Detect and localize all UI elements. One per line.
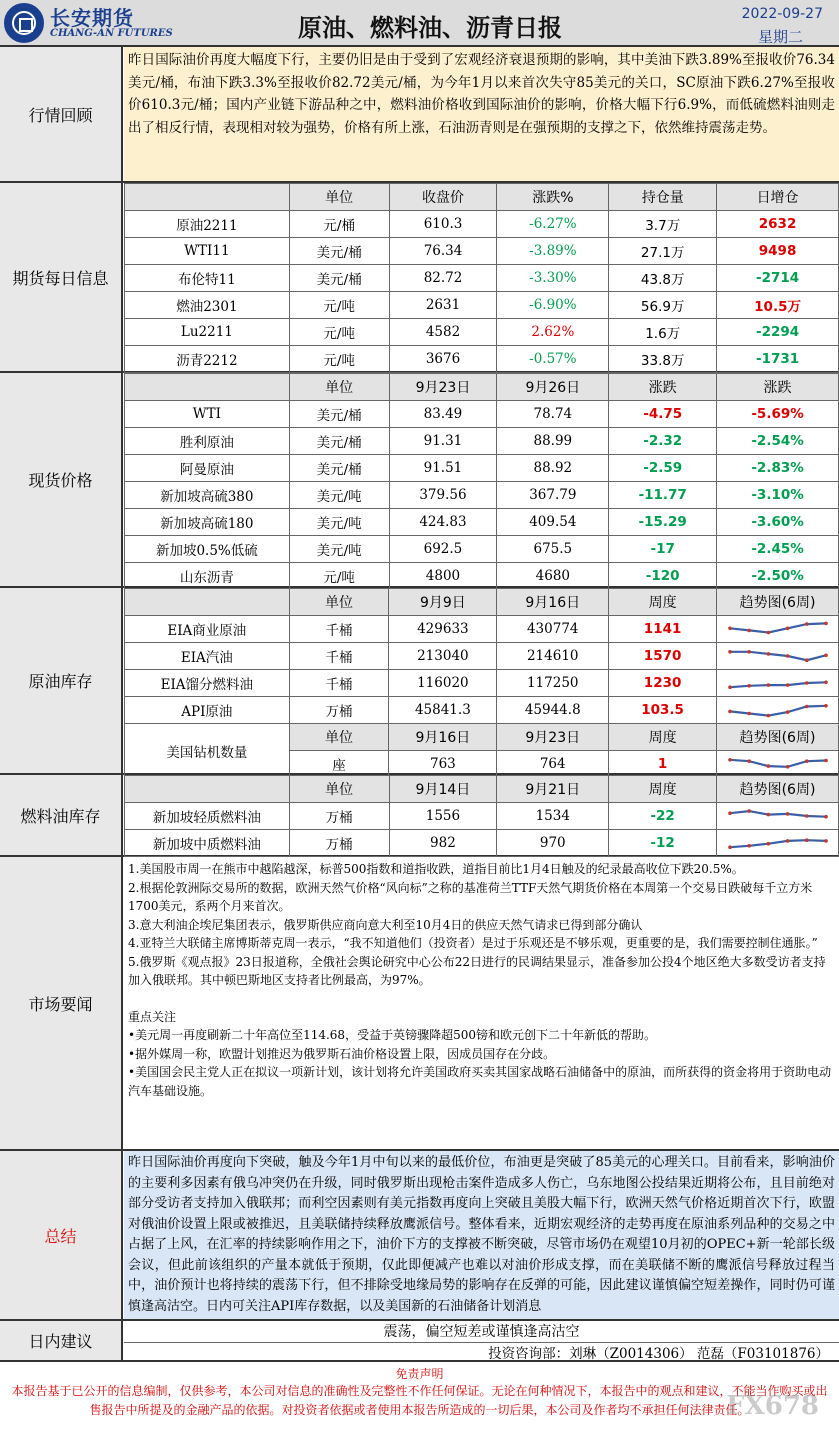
trend-point bbox=[766, 764, 770, 768]
unit-cell: 美元/桶 bbox=[289, 401, 389, 428]
company-name-en: CHANG-AN FUTURES bbox=[50, 28, 173, 39]
futures-col-name bbox=[125, 184, 290, 211]
unit-cell: 美元/吨 bbox=[289, 509, 389, 536]
trend-point bbox=[785, 654, 789, 658]
value-d1-cell: 116020 bbox=[389, 670, 497, 697]
unit-cell: 元/吨 bbox=[289, 319, 389, 346]
table-row bbox=[125, 616, 839, 643]
table-row bbox=[125, 536, 839, 563]
price-d2-cell: 88.99 bbox=[497, 428, 609, 455]
unit-cell: 美元/桶 bbox=[289, 265, 389, 292]
oi-increase-cell: 2632 bbox=[717, 211, 839, 238]
value-d2-cell: 214610 bbox=[497, 643, 609, 670]
table-row bbox=[125, 482, 839, 509]
unit-cell: 元/吨 bbox=[289, 292, 389, 319]
change-cell: -3.89% bbox=[497, 238, 609, 265]
weekly-change-cell: 1141 bbox=[609, 616, 717, 643]
review-text: 昨日国际油价再度大幅度下行，主要仍旧是由于受到了宏观经济衰退预期的影响，其中美油下跌3.89%至报收价76.34美元/桶，布油下跌3.3%至报收价82.72美元/桶，为今年1月以来首次失守85美元的关口，SC原油下跌6.27%至报收价610.3元/桶；国内产业链下游品种之中，燃料油价格收到国际油价的影响，价格大幅下行6.9%，而低硫燃料油则走出了相反行情，表现相对较为强势，价格有所上涨，石油沥青则是在强预期的支撑之下，依然维持震荡走势。 bbox=[128, 52, 835, 136]
open-interest-cell: 56.9万 bbox=[609, 292, 717, 319]
trend-point bbox=[805, 814, 809, 818]
price-d2-cell: 4680 bbox=[497, 563, 609, 590]
report-date: 2022-09-27 bbox=[741, 6, 823, 22]
change-pct-cell: -2.50% bbox=[717, 563, 839, 590]
unit-cell: 美元/吨 bbox=[289, 482, 389, 509]
change-cell: -2.32 bbox=[609, 428, 717, 455]
table-row bbox=[125, 563, 839, 590]
trend-point bbox=[805, 759, 809, 763]
contract-name: WTI11 bbox=[125, 238, 290, 265]
futures-section bbox=[0, 183, 839, 373]
fuel-col-d2: 9月21日 bbox=[497, 776, 609, 803]
news-item: 2.根据伦敦洲际交易所的数据，欧洲天然气价格“风向标”之称的基准荷兰TTF天然气期货价格在本周第一个交易日跌破每千立方米1700美元，系两个月来首次。 bbox=[128, 880, 813, 913]
value-d2-cell: 117250 bbox=[497, 670, 609, 697]
table-row bbox=[125, 830, 839, 857]
contract-name: 沥青2212 bbox=[125, 346, 290, 373]
focus-item: •据外媒周一称，欧盟计划推迟为俄罗斯石油价格设置上限，因成员国存在分歧。 bbox=[128, 1046, 556, 1061]
spot-col-name bbox=[125, 374, 290, 401]
inventory-name: EIA汽油 bbox=[125, 643, 290, 670]
trend-line bbox=[730, 760, 826, 767]
change-cell: -3.30% bbox=[497, 265, 609, 292]
disclaimer-title: 免责声明 bbox=[395, 1367, 444, 1381]
rig-col-wk: 周度 bbox=[609, 724, 717, 751]
review-section bbox=[0, 47, 839, 183]
table-row bbox=[125, 346, 839, 373]
oi-increase-cell: -2294 bbox=[717, 319, 839, 346]
consultant-info: 投资咨询部：刘琳（Z0014306） 范磊（F03101876） bbox=[488, 1346, 829, 1362]
trend-chart bbox=[726, 618, 830, 640]
trend-point bbox=[747, 712, 751, 716]
trend-line bbox=[730, 840, 826, 847]
futures-col-close: 收盘价 bbox=[389, 184, 497, 211]
futures-header-row bbox=[125, 184, 839, 211]
unit-cell: 万桶 bbox=[289, 803, 389, 830]
trend-chart bbox=[726, 753, 830, 775]
summary-section bbox=[0, 1151, 839, 1321]
unit-cell: 万桶 bbox=[289, 697, 389, 724]
futures-col-unit: 单位 bbox=[289, 184, 389, 211]
trend-point bbox=[747, 844, 751, 848]
trend-point bbox=[824, 681, 828, 685]
trend-line bbox=[730, 682, 826, 687]
unit-cell: 座 bbox=[289, 751, 389, 778]
unit-cell: 美元/桶 bbox=[289, 238, 389, 265]
price-d2-cell: 675.5 bbox=[497, 536, 609, 563]
news-label: 市场要闻 bbox=[0, 857, 123, 1149]
weekly-change-cell: -12 bbox=[609, 830, 717, 857]
contract-name: 燃油2301 bbox=[125, 292, 290, 319]
open-interest-cell: 43.8万 bbox=[609, 265, 717, 292]
close-cell: 76.34 bbox=[389, 238, 497, 265]
trend-point bbox=[805, 658, 809, 662]
value-d1-cell: 45841.3 bbox=[389, 697, 497, 724]
crude-col-wk: 周度 bbox=[609, 589, 717, 616]
table-row bbox=[125, 697, 839, 724]
unit-cell: 千桶 bbox=[289, 616, 389, 643]
trend-point bbox=[805, 681, 809, 685]
crude-col-d1: 9月9日 bbox=[389, 589, 497, 616]
trend-point bbox=[785, 839, 789, 843]
trend-point bbox=[805, 838, 809, 842]
weekly-change-cell: 1230 bbox=[609, 670, 717, 697]
futures-label: 期货每日信息 bbox=[0, 183, 123, 371]
unit-cell: 美元/桶 bbox=[289, 428, 389, 455]
value-d2-cell: 1534 bbox=[497, 803, 609, 830]
rig-col-unit: 单位 bbox=[289, 724, 389, 751]
trend-sparkline bbox=[717, 803, 839, 830]
spot-name: 阿曼原油 bbox=[125, 455, 290, 482]
change-cell: -120 bbox=[609, 563, 717, 590]
change-cell: -0.57% bbox=[497, 346, 609, 373]
price-d2-cell: 78.74 bbox=[497, 401, 609, 428]
value-d2-cell: 764 bbox=[497, 751, 609, 778]
trend-point bbox=[747, 650, 751, 654]
trend-point bbox=[824, 654, 828, 658]
close-cell: 610.3 bbox=[389, 211, 497, 238]
trend-point bbox=[785, 765, 789, 769]
inventory-name: 新加坡轻质燃料油 bbox=[125, 803, 290, 830]
crude-inventory-label: 原油库存 bbox=[0, 588, 123, 773]
news-item: 4.亚特兰大联储主席博斯蒂克周一表示，“我不知道他们（投资者）是过于乐观还是不够乐观，更重要的是，我们需要控制住通胀。” bbox=[128, 936, 818, 950]
change-cell: -11.77 bbox=[609, 482, 717, 509]
spot-header-row bbox=[125, 374, 839, 401]
change-cell: -15.29 bbox=[609, 509, 717, 536]
advice-section bbox=[0, 1321, 839, 1362]
fuel-col-name bbox=[125, 776, 290, 803]
spot-col-d1: 9月23日 bbox=[389, 374, 497, 401]
unit-cell: 千桶 bbox=[289, 670, 389, 697]
price-d1-cell: 91.31 bbox=[389, 428, 497, 455]
spot-section bbox=[0, 373, 839, 588]
fuel-col-wk: 周度 bbox=[609, 776, 717, 803]
summary-content bbox=[124, 1151, 839, 1319]
change-pct-cell: -3.10% bbox=[717, 482, 839, 509]
open-interest-cell: 3.7万 bbox=[609, 211, 717, 238]
rig-count-name: 美国钻机数量 bbox=[125, 724, 290, 778]
trend-sparkline bbox=[717, 697, 839, 724]
fuel-inventory-section bbox=[0, 775, 839, 857]
trend-point bbox=[747, 684, 751, 688]
trend-point bbox=[766, 813, 770, 817]
trend-point bbox=[785, 812, 789, 816]
trend-point bbox=[805, 622, 809, 626]
table-row bbox=[125, 292, 839, 319]
trend-point bbox=[728, 650, 732, 654]
table-row bbox=[125, 455, 839, 482]
fuel-col-unit: 单位 bbox=[289, 776, 389, 803]
news-section bbox=[0, 857, 839, 1151]
trend-chart bbox=[726, 645, 830, 667]
unit-cell: 美元/吨 bbox=[289, 536, 389, 563]
value-d1-cell: 763 bbox=[389, 751, 497, 778]
futures-col-oi: 持仓量 bbox=[609, 184, 717, 211]
trend-sparkline bbox=[717, 670, 839, 697]
oi-increase-cell: 10.5万 bbox=[717, 292, 839, 319]
price-d1-cell: 692.5 bbox=[389, 536, 497, 563]
report-title: 原油、燃料油、沥青日报 bbox=[298, 14, 562, 42]
crude-col-unit: 单位 bbox=[289, 589, 389, 616]
price-d2-cell: 88.92 bbox=[497, 455, 609, 482]
disclaimer-text: 本报告基于已公开的信息编制，仅供参考，本公司对信息的准确性及完整性不作任何保证。无论在何种情况下，本报告中的观点和建议，不能当作购买或出售报告中所提及的金融产品的依据。对投资者依据或者使用本报告所造成的一切后果，本公司及作者均不承担任何法律责任。 bbox=[11, 1384, 828, 1417]
trend-line bbox=[730, 652, 826, 660]
inventory-name: EIA商业原油 bbox=[125, 616, 290, 643]
inventory-name: EIA馏分燃料油 bbox=[125, 670, 290, 697]
unit-cell: 万桶 bbox=[289, 830, 389, 857]
spot-col-unit: 单位 bbox=[289, 374, 389, 401]
spot-name: 新加坡高硫180 bbox=[125, 509, 290, 536]
spot-table bbox=[124, 373, 839, 590]
change-cell: -4.75 bbox=[609, 401, 717, 428]
crude-inventory-section bbox=[0, 588, 839, 775]
fuel-inventory-table bbox=[124, 775, 839, 857]
trend-point bbox=[728, 758, 732, 762]
trend-point bbox=[728, 710, 732, 714]
trend-chart bbox=[726, 832, 830, 854]
spot-name: 胜利原油 bbox=[125, 428, 290, 455]
table-row bbox=[125, 428, 839, 455]
focus-item: •美元周一再度刷新二十年高位至114.68，受益于英镑骤降超500镑和欧元创下二十年新低的帮助。 bbox=[128, 1028, 656, 1042]
open-interest-cell: 1.6万 bbox=[609, 319, 717, 346]
focus-title: 重点关注 bbox=[128, 1009, 177, 1024]
weekly-change-cell: 1 bbox=[609, 751, 717, 778]
trend-point bbox=[805, 705, 809, 709]
trend-point bbox=[824, 704, 828, 708]
news-item: 1.美国股市周一在熊市中越陷越深，标普500指数和道指收跌，道指目前比1月4日触及的纪录最高收位下跌20.5%。 bbox=[128, 862, 744, 876]
fuel-header-row bbox=[125, 776, 839, 803]
futures-col-inc: 日增仓 bbox=[717, 184, 839, 211]
close-cell: 4582 bbox=[389, 319, 497, 346]
rig-col-d1: 9月16日 bbox=[389, 724, 497, 751]
fuel-inventory-label: 燃料油库存 bbox=[0, 775, 123, 855]
oi-increase-cell: -2714 bbox=[717, 265, 839, 292]
unit-cell: 元/吨 bbox=[289, 563, 389, 590]
value-d1-cell: 213040 bbox=[389, 643, 497, 670]
review-label: 行情回顾 bbox=[0, 47, 123, 181]
report-weekday: 星期二 bbox=[757, 28, 803, 46]
fuel-col-trend: 趋势图(6周) bbox=[717, 776, 839, 803]
trend-point bbox=[747, 629, 751, 633]
weekly-change-cell: 103.5 bbox=[609, 697, 717, 724]
close-cell: 3676 bbox=[389, 346, 497, 373]
trend-point bbox=[766, 714, 770, 718]
trend-point bbox=[728, 627, 732, 631]
spot-col-d2: 9月26日 bbox=[497, 374, 609, 401]
focus-item: •美国国会民主党人正在拟议一项新计划，该计划将允许美国政府买卖其国家战略石油储备中的原油，而所获得的资金将用于资助电动汽车基础设施。 bbox=[128, 1065, 832, 1098]
change-pct-cell: -2.54% bbox=[717, 428, 839, 455]
change-pct-cell: -5.69% bbox=[717, 401, 839, 428]
open-interest-cell: 33.8万 bbox=[609, 346, 717, 373]
spot-label: 现货价格 bbox=[0, 373, 123, 586]
change-cell: -6.90% bbox=[497, 292, 609, 319]
crude-header-row bbox=[125, 589, 839, 616]
table-row bbox=[125, 319, 839, 346]
trend-chart bbox=[726, 672, 830, 694]
trend-point bbox=[766, 683, 770, 687]
rig-header-row bbox=[125, 724, 839, 751]
news-item: 3.意大利油企埃尼集团表示，俄罗斯供应商向意大利至10月4日的供应天然气请求已得到部分确认 bbox=[128, 917, 643, 932]
value-d1-cell: 982 bbox=[389, 830, 497, 857]
table-row bbox=[125, 401, 839, 428]
trend-sparkline bbox=[717, 643, 839, 670]
trend-point bbox=[785, 683, 789, 687]
contract-name: 布伦特11 bbox=[125, 265, 290, 292]
value-d2-cell: 430774 bbox=[497, 616, 609, 643]
trend-chart bbox=[726, 699, 830, 721]
trend-point bbox=[824, 815, 828, 819]
price-d1-cell: 4800 bbox=[389, 563, 497, 590]
table-row bbox=[125, 803, 839, 830]
rig-col-trend: 趋势图(6周) bbox=[717, 724, 839, 751]
rig-col-d2: 9月23日 bbox=[497, 724, 609, 751]
price-d1-cell: 91.51 bbox=[389, 455, 497, 482]
trend-chart bbox=[726, 805, 830, 827]
trend-point bbox=[747, 809, 751, 813]
change-pct-cell: -2.45% bbox=[717, 536, 839, 563]
value-d1-cell: 429633 bbox=[389, 616, 497, 643]
change-cell: 2.62% bbox=[497, 319, 609, 346]
trend-line bbox=[730, 706, 826, 716]
trend-point bbox=[766, 652, 770, 656]
oi-increase-cell: -1731 bbox=[717, 346, 839, 373]
advice-label: 日内建议 bbox=[0, 1321, 123, 1360]
trend-point bbox=[766, 631, 770, 635]
price-d2-cell: 409.54 bbox=[497, 509, 609, 536]
spot-name: 新加坡高硫380 bbox=[125, 482, 290, 509]
contract-name: Lu2211 bbox=[125, 319, 290, 346]
news-content bbox=[124, 857, 839, 1149]
watermark-logo: FX678 bbox=[726, 1391, 819, 1421]
table-row bbox=[125, 509, 839, 536]
trend-line bbox=[730, 811, 826, 817]
review-content bbox=[124, 47, 839, 181]
crude-col-d2: 9月16日 bbox=[497, 589, 609, 616]
close-cell: 82.72 bbox=[389, 265, 497, 292]
report-header bbox=[0, 0, 839, 47]
fuel-col-d1: 9月14日 bbox=[389, 776, 497, 803]
crude-col-name bbox=[125, 589, 290, 616]
spot-name: 山东沥青 bbox=[125, 563, 290, 590]
crude-inventory-table bbox=[124, 588, 839, 778]
table-row bbox=[125, 643, 839, 670]
price-d1-cell: 83.49 bbox=[389, 401, 497, 428]
table-row bbox=[125, 670, 839, 697]
trend-point bbox=[728, 845, 732, 849]
company-logo-icon bbox=[4, 3, 44, 43]
news-item: 5.俄罗斯《观点报》23日报道称，全俄社会舆论研究中心公布22日进行的民调结果显示，准备参加公投4个地区绝大多数受访者支持加入俄联邦。其中顿巴斯地区支持者比例最高，为97%。 bbox=[128, 954, 826, 987]
value-d2-cell: 45944.8 bbox=[497, 697, 609, 724]
weekly-change-cell: 1570 bbox=[609, 643, 717, 670]
trend-point bbox=[824, 759, 828, 763]
change-cell: -2.59 bbox=[609, 455, 717, 482]
trend-point bbox=[766, 842, 770, 846]
futures-col-chg: 涨跌% bbox=[497, 184, 609, 211]
summary-text: 昨日国际油价再度向下突破，触及今年1月中旬以来的最低价位，布油更是突破了85美元的心理关口。目前看来，影响油价的主要利多因素有俄乌冲突仍在升级，同时俄罗斯出现枪击案件造成多人伤亡，乌东地图公投结果近期将公布，且目前绝对部分受访者支持加入俄联邦；而利空因素则有美元指数再度向上突破且美股大幅下行，欧洲天然气价格近期首次下行，欧盟对俄油价设置上限或被推迟，且美联储持续释放鹰派信号。整体看来，近期宏观经济的走势再度在原油系列品种的交易之中占据了上风，在汇率的持续影响作用之下，油价下方的支撑被不断突破，尽管市场仍在观望10月初的OPEC+新一轮部长级会议，但此前该组织的产量本就低于预期，仅此即便减产也难以对油价形成支撑，而在美联储不断的鹰派信号释放过程当中，油价预计也将持续的震荡下行，但不排除受地缘局势的影响存在反弹的可能，因此建议谨慎偏空短差操作，同时仍可谨慎逢高沽空。日内可关注API库存数据，以及美国新的石油储备计划消息 bbox=[128, 1155, 835, 1314]
inventory-name: API原油 bbox=[125, 697, 290, 724]
price-d1-cell: 424.83 bbox=[389, 509, 497, 536]
trend-point bbox=[785, 627, 789, 631]
table-row bbox=[125, 265, 839, 292]
inventory-name: 新加坡中质燃料油 bbox=[125, 830, 290, 857]
change-cell: -6.27% bbox=[497, 211, 609, 238]
spot-name: WTI bbox=[125, 401, 290, 428]
trend-sparkline bbox=[717, 751, 839, 778]
spot-name: 新加坡0.5%低硫 bbox=[125, 536, 290, 563]
trend-point bbox=[824, 622, 828, 626]
trend-point bbox=[824, 839, 828, 843]
contract-name: 原油2211 bbox=[125, 211, 290, 238]
table-row bbox=[125, 238, 839, 265]
value-d1-cell: 1556 bbox=[389, 803, 497, 830]
trend-point bbox=[785, 710, 789, 714]
unit-cell: 元/吨 bbox=[289, 346, 389, 373]
unit-cell: 元/桶 bbox=[289, 211, 389, 238]
spot-col-chg: 涨跌 bbox=[609, 374, 717, 401]
trend-point bbox=[728, 811, 732, 815]
trend-point bbox=[728, 685, 732, 689]
spot-col-pct: 涨跌 bbox=[717, 374, 839, 401]
unit-cell: 千桶 bbox=[289, 643, 389, 670]
advice-text: 震荡，偏空短差或谨慎逢高沽空 bbox=[124, 1321, 839, 1343]
table-row bbox=[125, 211, 839, 238]
change-pct-cell: -2.83% bbox=[717, 455, 839, 482]
change-cell: -17 bbox=[609, 536, 717, 563]
price-d2-cell: 367.79 bbox=[497, 482, 609, 509]
oi-increase-cell: 9498 bbox=[717, 238, 839, 265]
weekly-change-cell: -22 bbox=[609, 803, 717, 830]
summary-label: 总结 bbox=[0, 1151, 123, 1319]
company-name-cn: 长安期货 bbox=[50, 6, 134, 30]
value-d2-cell: 970 bbox=[497, 830, 609, 857]
futures-table bbox=[124, 183, 839, 373]
close-cell: 2631 bbox=[389, 292, 497, 319]
crude-col-trend: 趋势图(6周) bbox=[717, 589, 839, 616]
disclaimer bbox=[0, 1362, 839, 1439]
unit-cell: 美元/桶 bbox=[289, 455, 389, 482]
change-pct-cell: -3.60% bbox=[717, 509, 839, 536]
trend-sparkline bbox=[717, 830, 839, 857]
trend-point bbox=[747, 759, 751, 763]
trend-line bbox=[730, 623, 826, 632]
open-interest-cell: 27.1万 bbox=[609, 238, 717, 265]
trend-sparkline bbox=[717, 616, 839, 643]
price-d1-cell: 379.56 bbox=[389, 482, 497, 509]
